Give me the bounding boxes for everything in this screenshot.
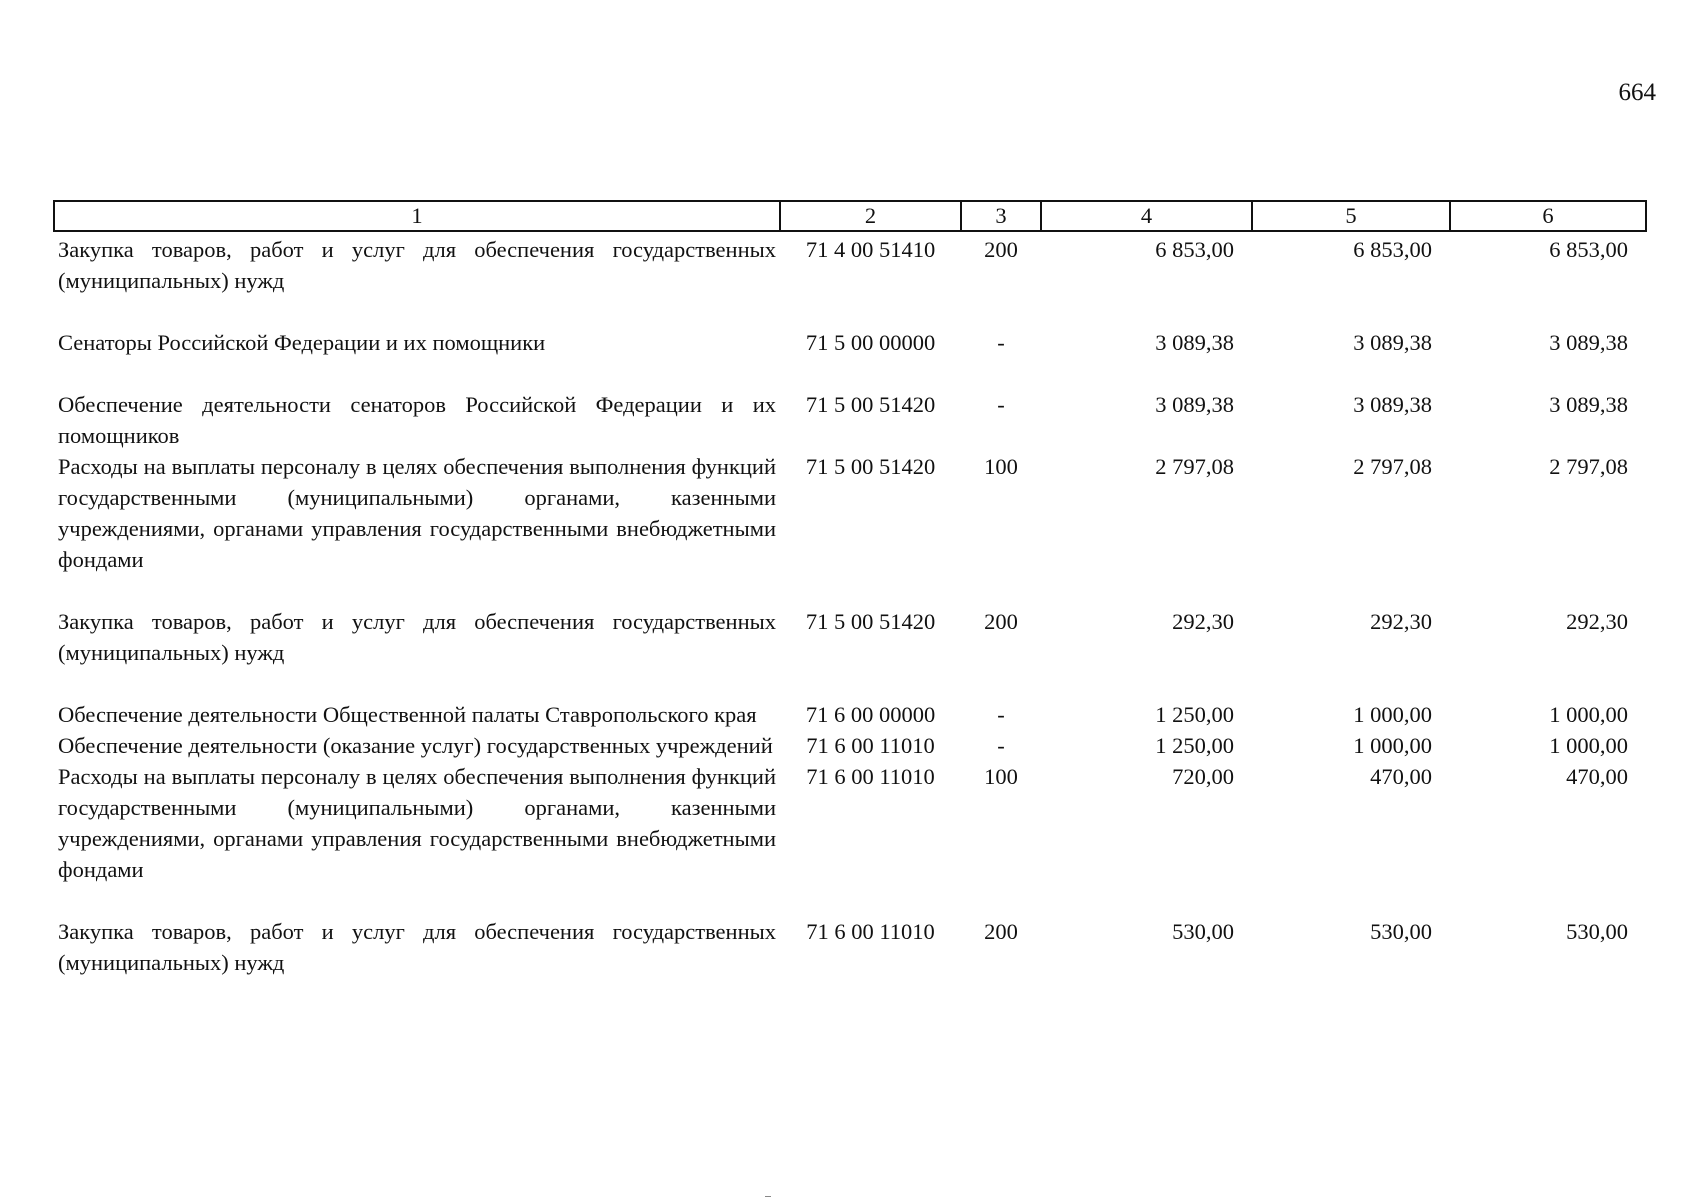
- table-row: [54, 761, 1646, 916]
- scan-mark: [765, 1196, 771, 1197]
- row-value-6: 3 089,38: [1549, 330, 1628, 355]
- row-code: 71 4 00 51410: [805, 237, 936, 262]
- row-type: 100: [984, 764, 1018, 789]
- row-value-6: 3 089,38: [1549, 392, 1628, 417]
- row-code: 71 5 00 51420: [805, 454, 936, 479]
- row-type: 200: [984, 237, 1018, 262]
- row-code: 71 5 00 00000: [805, 330, 936, 355]
- row-type: 100: [984, 454, 1018, 479]
- row-value-6: 1 000,00: [1549, 702, 1628, 727]
- row-name: Обеспечение деятельности сенаторов Российской Федерации и их помощников: [58, 392, 776, 448]
- row-code: 71 6 00 11010: [806, 919, 935, 944]
- row-value-4: 1 250,00: [1155, 733, 1234, 758]
- row-value-4: 3 089,38: [1155, 392, 1234, 417]
- row-value-4: 292,30: [1172, 609, 1234, 634]
- row-value-4: 6 853,00: [1155, 237, 1234, 262]
- row-value-4: 3 089,38: [1155, 330, 1234, 355]
- row-name: Обеспечение деятельности (оказание услуг) государственных учреждений: [58, 733, 773, 758]
- row-value-6: 6 853,00: [1549, 237, 1628, 262]
- row-value-5: 292,30: [1370, 609, 1432, 634]
- row-name: Закупка товаров, работ и услуг для обеспечения государственных (муниципальных) нужд: [58, 237, 776, 293]
- table-row: [54, 231, 1646, 327]
- table-row: [54, 389, 1646, 451]
- row-type: -: [997, 330, 1005, 355]
- row-value-5: 530,00: [1370, 919, 1432, 944]
- row-value-4: 1 250,00: [1155, 702, 1234, 727]
- row-code: 71 5 00 51420: [805, 392, 936, 417]
- row-type: 200: [984, 609, 1018, 634]
- column-header-6: 6: [1450, 201, 1646, 231]
- row-value-4: 530,00: [1172, 919, 1234, 944]
- row-value-5: 6 853,00: [1353, 237, 1432, 262]
- row-name: Обеспечение деятельности Общественной палаты Ставропольского края: [58, 702, 757, 727]
- column-header-4: 4: [1041, 201, 1252, 231]
- row-value-5: 2 797,08: [1353, 454, 1432, 479]
- table-row: [54, 730, 1646, 761]
- row-name: Закупка товаров, работ и услуг для обеспечения государственных (муниципальных) нужд: [58, 609, 776, 665]
- row-value-6: 2 797,08: [1549, 454, 1628, 479]
- row-name: Закупка товаров, работ и услуг для обеспечения государственных (муниципальных) нужд: [58, 919, 776, 975]
- row-value-6: 292,30: [1566, 609, 1628, 634]
- page-number: 664: [1618, 79, 1656, 106]
- row-name: Сенаторы Российской Федерации и их помощники: [58, 330, 546, 355]
- table-row: [54, 699, 1646, 730]
- table-row: [54, 451, 1646, 606]
- row-type: -: [997, 392, 1005, 417]
- row-code: 71 6 00 00000: [805, 702, 936, 727]
- row-value-5: 470,00: [1370, 764, 1432, 789]
- row-value-6: 470,00: [1566, 764, 1628, 789]
- table-row: [54, 327, 1646, 389]
- row-name: Расходы на выплаты персоналу в целях обеспечения выполнения функций государственными (муниципальными) органами, казенными учреждениями, органами управления государственными внебюджетными фондами: [58, 764, 776, 882]
- budget-table: [53, 200, 1647, 978]
- row-value-5: 3 089,38: [1353, 392, 1432, 417]
- column-header-3: 3: [961, 201, 1041, 231]
- row-code: 71 6 00 11010: [806, 764, 935, 789]
- column-header-2: 2: [780, 201, 961, 231]
- row-value-5: 1 000,00: [1353, 733, 1432, 758]
- row-name: Расходы на выплаты персоналу в целях обеспечения выполнения функций государственными (муниципальными) органами, казенными учреждениями, органами управления государственными внебюджетными фондами: [58, 454, 776, 572]
- column-header-5: 5: [1252, 201, 1450, 231]
- row-code: 71 6 00 11010: [806, 733, 935, 758]
- row-value-5: 1 000,00: [1353, 702, 1432, 727]
- row-type: -: [997, 733, 1005, 758]
- row-type: -: [997, 702, 1005, 727]
- row-code: 71 5 00 51420: [805, 609, 936, 634]
- row-value-6: 530,00: [1566, 919, 1628, 944]
- row-value-5: 3 089,38: [1353, 330, 1432, 355]
- row-value-4: 720,00: [1172, 764, 1234, 789]
- table-row: [54, 606, 1646, 699]
- column-header-1: 1: [54, 201, 780, 231]
- row-type: 200: [984, 919, 1018, 944]
- row-value-4: 2 797,08: [1155, 454, 1234, 479]
- table-header-row: [54, 201, 1646, 231]
- row-value-6: 1 000,00: [1549, 733, 1628, 758]
- table-row: [54, 916, 1646, 978]
